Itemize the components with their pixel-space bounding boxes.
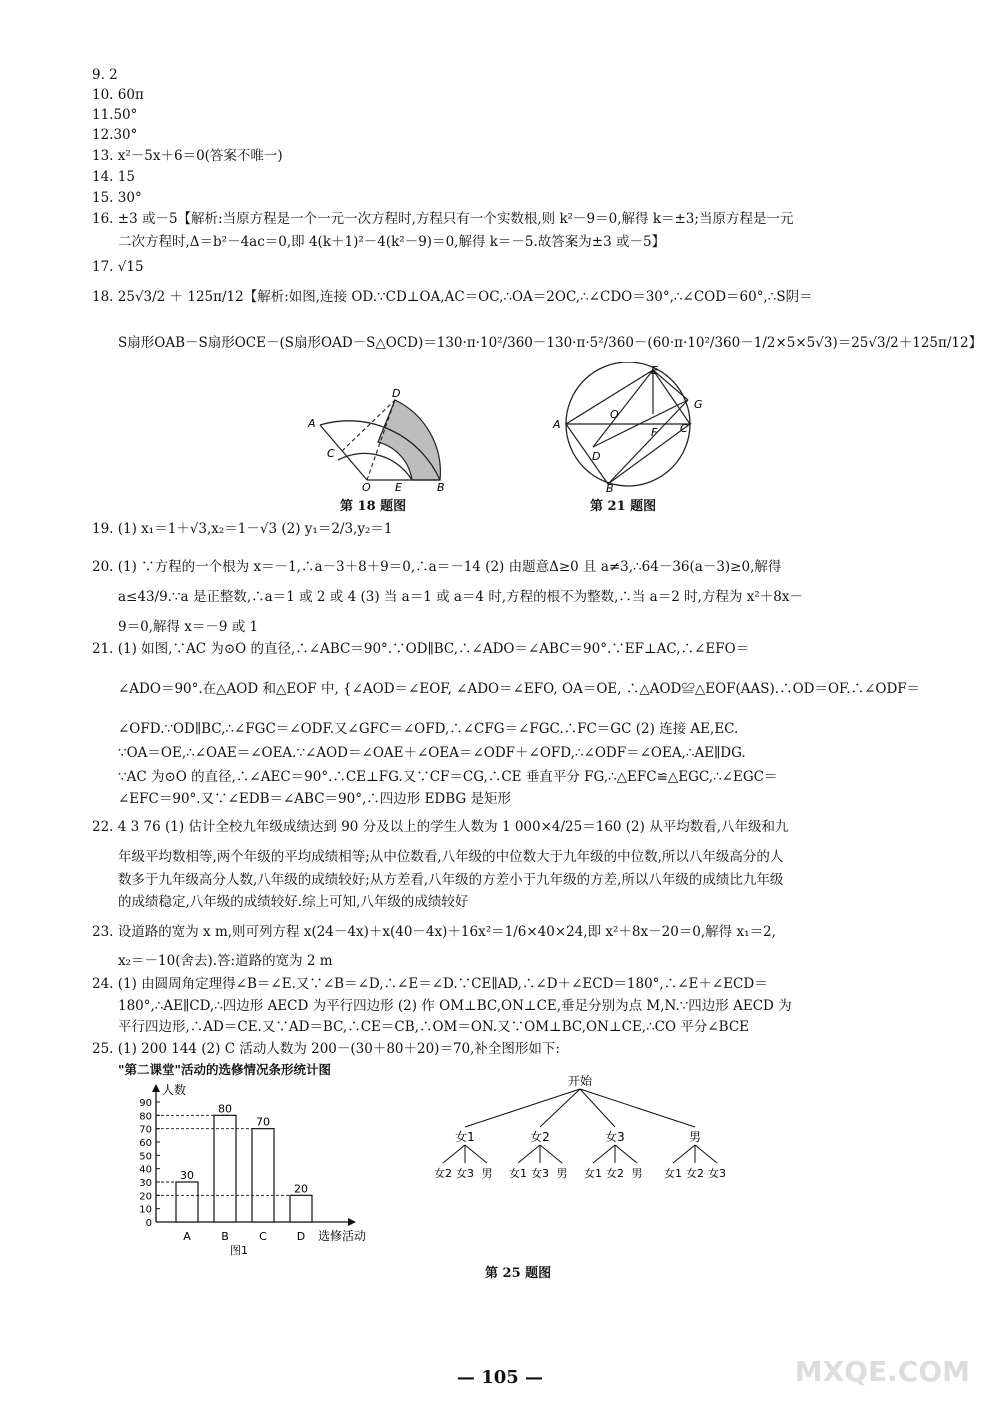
y-tick-label: 50	[139, 1151, 152, 1163]
answer-21-line5: ∵AC 为⊙O 的直径,∴∠AEC＝90°.∴CE⊥FG.又∵CF＝CG,∴CE 垂直平分 FG,∴△EFC≌△EGC,∴∠EGC＝	[118, 769, 778, 785]
tree-level1-node: 女2	[530, 1130, 550, 1144]
y-tick-label: 80	[139, 1111, 152, 1123]
x-tick-label: B	[221, 1230, 229, 1243]
bar-A	[176, 1182, 198, 1222]
fig21-line-ed	[593, 370, 653, 447]
fig21-label-g: G	[694, 398, 703, 411]
answer-22-line2: 年级平均数相等,两个年级的平均成绩相等;从中位数看,八年级的中位数大于九年级的中位数,所以八年级高分的人	[118, 849, 784, 865]
answer-22-line3: 数多于九年级高分人数,八年级的成绩较好;从方差看,八年级的方差小于九年级的方差,所以八年级的成绩比九年级	[118, 872, 784, 888]
answer-18-line1: 18. 25√3/2 ＋ 125π/12【解析:如图,连接 OD.∵CD⊥OA,AC＝OC,∴OA＝2OC,∴∠CDO＝30°,∴∠COD＝60°,∴S阴＝	[92, 289, 813, 305]
fig25-caption: 第 25 题图	[485, 1266, 552, 1281]
bar-B	[214, 1115, 236, 1222]
watermark: MXQE.COM	[794, 1355, 970, 1388]
y-tick-label: 20	[139, 1191, 152, 1203]
y-axis-arrow	[152, 1084, 160, 1092]
page-number: 105	[481, 1367, 519, 1388]
bar-value-label: 70	[256, 1115, 270, 1129]
answer-21-line3: ∠OFD.∵OD∥BC,∴∠FGC＝∠ODF.又∠GFC＝∠OFD,∴∠CFG＝∠FGC.∴FC＝GC (2) 连接 AE,EC.	[118, 721, 739, 737]
fig18-label-b: B	[437, 481, 445, 493]
page-number-block: — 105 —	[456, 1367, 544, 1388]
y-tick-label: 90	[139, 1098, 152, 1109]
tree-branch	[540, 1145, 562, 1163]
y-tick-label: 60	[139, 1138, 152, 1149]
answer-21-line2: ∠ADO＝90°.在△AOD 和△EOF 中, {∠AOD＝∠EOF, ∠ADO＝∠EFO, OA＝OE, ∴△AOD≌△EOF(AAS).∴OD＝OF.∴∠ODF＝	[118, 681, 921, 697]
answer-9: 9. 2	[92, 67, 118, 83]
answer-21-line6: ∠EFC＝90°.又∵∠EDB＝∠ABC＝90°,∴四边形 EDBG 是矩形	[118, 791, 511, 807]
tree-branch	[465, 1145, 487, 1163]
answer-24-line2: 180°,∴AE∥CD,∴四边形 AECD 为平行四边形 (2) 作 OM⊥BC,ON⊥CE,垂足分别为点 M,N.∵四边形 AECD 为	[118, 998, 792, 1014]
tree-branch	[540, 1089, 580, 1127]
answer-20-line3: 9＝0,解得 x＝－9 或 1	[118, 619, 259, 635]
fig18-caption: 第 18 题图	[340, 499, 407, 514]
answer-11: 11.50°	[92, 107, 138, 123]
tree-branch	[465, 1089, 580, 1127]
tree-branch	[593, 1145, 615, 1163]
answer-21-line4: ∵OA＝OE,∴∠OAE＝∠OEA.∵∠AOD＝∠OAE＋∠OEA＝∠ODF＋∠OFD,∴∠ODF＝∠OEA,∴AE∥DG.	[118, 745, 746, 761]
answer-10: 10. 60π	[92, 87, 144, 103]
tree-level2-node: 女2	[686, 1167, 704, 1180]
fig21-label-f: F	[651, 426, 658, 439]
fig21-label-b: B	[606, 482, 614, 492]
answer-16-line1: 16. ±3 或－5【解析:当原方程是一个一元一次方程时,方程只有一个实数根,则 k²－9＝0,解得 k＝±3;当原方程是一元	[92, 211, 794, 227]
answer-14: 14. 15	[92, 169, 135, 185]
x-tick-label: A	[183, 1230, 191, 1243]
tree-level1-node: 男	[688, 1130, 702, 1144]
bar-value-label: 30	[180, 1169, 194, 1182]
answer-22-line4: 的成绩稳定,八年级的成绩较好.综上可知,八年级的成绩较好	[118, 894, 469, 910]
fig18-shaded-region	[378, 400, 440, 480]
answer-18-line2: S扇形OAB－S扇形OCE－(S扇形OAD－S△OCD)＝130·π·10²/360－130·π·5²/360－(60·π·10²/360－1/2×5×5√3)＝25√3/2＋125π/12】	[118, 335, 983, 351]
answer-24-line1: 24. (1) 由圆周角定理得∠B＝∠E.又∵∠B＝∠D,∴∠E＝∠D.∵CE∥AD,∴∠D＋∠ECD＝180°,∴∠E＋∠ECD＝	[92, 976, 768, 992]
tree-level2-node: 女1	[664, 1167, 682, 1180]
answer-17: 17. √15	[92, 259, 144, 275]
tree-level2-node: 女2	[434, 1167, 452, 1180]
tree-level2-node: 女1	[509, 1167, 527, 1180]
y-tick-label: 10	[139, 1204, 152, 1216]
y-tick-label: 40	[139, 1164, 152, 1176]
tree-branch	[443, 1145, 465, 1163]
fig21-label-a: A	[553, 418, 561, 431]
figure-18	[300, 385, 460, 493]
figure-21	[548, 362, 718, 492]
chart-title: "第二课堂"活动的选修情况条形统计图	[118, 1062, 332, 1077]
fig18-label-a: A	[308, 417, 316, 430]
y-tick-label: 70	[139, 1124, 152, 1136]
answer-22-line1: 22. 4 3 76 (1) 估计全校九年级成绩达到 90 分及以上的学生人数为 1 000×4/25＝160 (2) 从平均数看,八年级和九	[92, 819, 789, 835]
answer-20-line2: a≤43/9.∵a 是正整数,∴a＝1 或 2 或 4 (3) 当 a＝1 或 a＝4 时,方程的根不为整数,∴当 a＝2 时,方程为 x²＋8x－	[118, 589, 803, 605]
tree-level2-node: 女1	[584, 1167, 602, 1180]
y-tick-label: 0	[145, 1218, 152, 1229]
fig18-label-c: C	[327, 447, 335, 460]
fig21-triangle-abc	[566, 424, 690, 484]
tree-diagram	[420, 1075, 760, 1190]
tree-level2-node: 女3	[708, 1167, 726, 1180]
answer-19: 19. (1) x₁＝1＋√3,x₂＝1－√3 (2) y₁＝2/3,y₂＝1	[92, 521, 393, 537]
answer-13: 13. x²－5x＋6＝0(答案不唯一)	[92, 148, 283, 164]
answer-15: 15. 30°	[92, 190, 142, 206]
tree-root: 开始	[567, 1075, 593, 1088]
answer-24-line3: 平行四边形,∴AD＝CE.又∵AD＝BC,∴CE＝CB,∴OM＝ON.又∵OM⊥BC,ON⊥CE,∴CO 平分∠BCE	[118, 1019, 750, 1035]
tree-level2-node: 女3	[456, 1167, 474, 1180]
fig18-label-o: O	[362, 481, 371, 493]
fig21-lines	[566, 370, 690, 424]
answer-23-line2: x₂＝－10(舍去).答:道路的宽为 2 m	[118, 953, 333, 969]
tree-level1-node: 女3	[605, 1130, 625, 1144]
fig21-label-c: C	[680, 422, 688, 435]
bar-chart	[118, 1082, 398, 1262]
answer-25-line1: 25. (1) 200 144 (2) C 活动人数为 200－(30＋80＋20)＝70,补全图形如下:	[92, 1041, 560, 1057]
bar-C	[252, 1129, 274, 1222]
tree-branch	[615, 1145, 637, 1163]
bar-value-label: 20	[294, 1182, 308, 1196]
fig18-label-d: D	[392, 387, 401, 400]
tree-level2-node: 男	[631, 1167, 643, 1180]
bar-value-label: 80	[218, 1102, 232, 1116]
tree-branch	[518, 1145, 540, 1163]
fig18-label-e: E	[395, 481, 402, 493]
answer-23-line1: 23. 设道路的宽为 x m,则可列方程 x(24－4x)＋x(40－4x)＋16x²＝1/6×40×24,即 x²＋8x－20＝0,解得 x₁＝2,	[92, 924, 776, 940]
answer-16-line2: 二次方程时,Δ＝b²－4ac＝0,即 4(k＋1)²－4(k²－9)＝0,解得 k＝－5.故答案为±3 或－5】	[118, 234, 666, 250]
fig21-label-d: D	[592, 450, 601, 463]
tree-branch	[673, 1145, 695, 1163]
y-axis-label: 人数	[162, 1083, 187, 1097]
y-tick-label: 30	[139, 1178, 152, 1189]
fig21-label-o: O	[610, 408, 619, 421]
answer-20-line1: 20. (1) ∵方程的一个根为 x＝－1,∴a－3＋8＋9＝0,∴a＝－14 (2) 由题意Δ≥0 且 a≠3,∴64－36(a－3)≥0,解得	[92, 559, 782, 575]
x-axis-label: 选修活动	[318, 1229, 367, 1243]
tree-level1-node: 女1	[455, 1130, 475, 1144]
tree-branch	[695, 1145, 717, 1163]
tree-level2-node: 女3	[531, 1167, 549, 1180]
bar-D	[290, 1195, 312, 1222]
x-axis-arrow	[348, 1218, 356, 1226]
x-tick-label: D	[296, 1230, 306, 1243]
fig21-caption: 第 21 题图	[590, 499, 657, 514]
x-tick-label: C	[259, 1230, 267, 1243]
tree-level2-node: 女2	[606, 1167, 624, 1180]
fig21-label-e: E	[651, 364, 658, 377]
fig1-label: 图1	[230, 1244, 248, 1257]
answer-12: 12.30°	[92, 127, 138, 143]
tree-level2-node: 男	[556, 1167, 568, 1180]
tree-level2-node: 男	[481, 1167, 493, 1180]
answer-21-line1: 21. (1) 如图,∵AC 为⊙O 的直径,∴∠ABC＝90°.∵OD∥BC,∴∠ADO＝∠ABC＝90°.∵EF⊥AC,∴∠EFO＝	[92, 641, 750, 657]
